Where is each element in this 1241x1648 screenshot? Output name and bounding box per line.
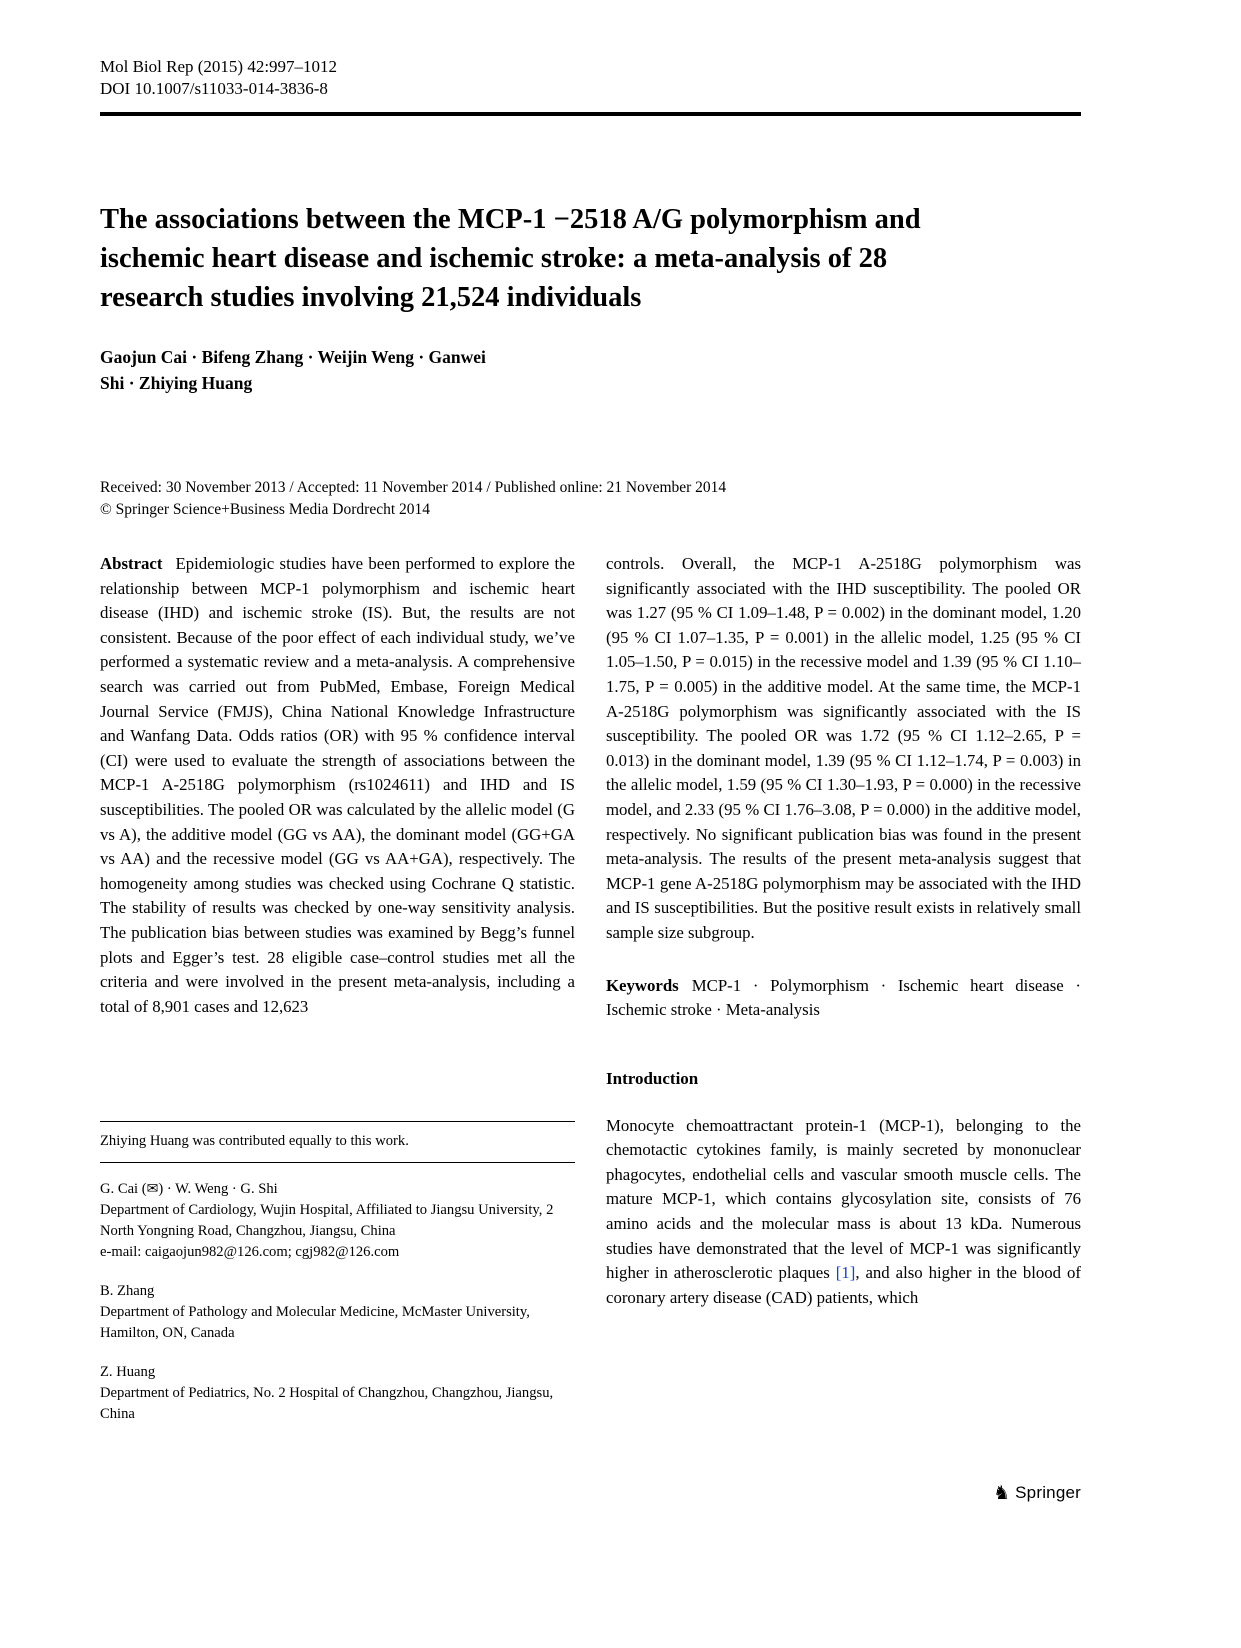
introduction-paragraph bbox=[606, 1114, 1081, 1311]
keywords-line bbox=[606, 974, 1081, 1023]
affiliation-1-email: e-mail: caigaojun982@126.com; cgj982@126.com bbox=[100, 1244, 400, 1260]
abstract-right: controls. Overall, the MCP-1 A-2518G polymorphism was significantly associated with the IHD susceptibility. The pooled OR was 1.27 (95 % CI 1.09–1.48, P = 0.002) in the dominant model, 1.20 (95 % CI 1.07–1.35, P = 0.001) in the allelic model, 1.25 (95 % CI 1.05–1.50, P = 0.015) in the recessive model and 1.39 (95 % CI 1.10–1.75, P = 0.005) in the additive model. At the same time, the MCP-1 A-2518G polymorphism was significantly associated with the IS susceptibility. The pooled OR was 1.72 (95 % CI 1.12–2.65, P = 0.013) in the dominant model, 1.39 (95 % CI 1.12–1.74, P = 0.003) in the allelic model, 1.59 (95 % CI 1.30–1.93, P = 0.000) in the recessive model, and 2.33 (95 % CI 1.76–3.08, P = 0.000) in the additive model, respectively. No significant publication bias was found in the present meta-analysis. The results of the present meta-analysis suggest that MCP-1 gene A-2518G polymorphism may be associated with the IHD and IS susceptibilities. But the positive result exists in relatively small sample size subgroup. bbox=[606, 554, 1081, 942]
affiliation-1-names-suffix: ) · W. Weng · G. Shi bbox=[158, 1181, 278, 1197]
journal-citation: Mol Biol Rep (2015) 42:997–1012 bbox=[100, 57, 338, 76]
received-accepted-line: Received: 30 November 2013 / Accepted: 11 November 2014 / Published online: 21 November 2014 bbox=[100, 479, 727, 496]
email-icon: ✉ bbox=[146, 1182, 159, 1197]
keywords-label: Keywords bbox=[606, 975, 679, 995]
affiliation-3-address: Department of Pediatrics, No. 2 Hospital of Changzhou, Changzhou, Jiangsu, China bbox=[100, 1385, 554, 1422]
article-title: The associations between the MCP-1 −2518 A/G polymorphism and ischemic heart disease and ischemic stroke: a meta-analysis of 28 research studies involving 21,524 individuals bbox=[100, 204, 921, 313]
abstract-left bbox=[100, 552, 575, 1019]
affiliation-1 bbox=[100, 1179, 575, 1263]
left-column bbox=[100, 552, 575, 1425]
affiliation-2-address: Department of Pathology and Molecular Medicine, McMaster University, Hamilton, ON, Canada bbox=[100, 1304, 530, 1341]
affiliation-2-names: B. Zhang bbox=[100, 1283, 155, 1299]
abstract-text-left: Epidemiologic studies have been performed to explore the relationship between MCP-1 polymorphism and ischemic heart disease (IHD) and ischemic stroke (IS). But, the results are not consistent. Because of the poor effect of each individual study, we’ve performed a systematic review and a meta-analysis. A comprehensive search was carried out from PubMed, Embase, Foreign Medical Journal Service (FMJS), China National Knowledge Infrastructure and Wanfang Data. Odds ratios (OR) with 95 % confidence interval (CI) were used to evaluate the strength of associations between the MCP-1 A-2518G polymorphism (rs1024611) and IHD and IS susceptibilities. The pooled OR was calculated by the allelic model (G vs A), the additive model (GG vs AA), the dominant model (GG+GA vs AA) and the recessive model (GG vs AA+GA), respectively. The homogeneity among studies was checked using Cochrane Q statistic. The stability of results was checked by one-way sensitivity analysis. The publication bias between studies was examined by Begg’s funnel plots and Egger’s test. 28 eligible case–control studies met all the criteria and were involved in the present meta-analysis, including a total of 8,901 cases and 12,623 bbox=[100, 554, 575, 1016]
affiliation-3 bbox=[100, 1362, 575, 1425]
journal-header bbox=[100, 56, 1081, 116]
affiliation-1-names bbox=[100, 1179, 575, 1200]
section-heading-introduction: Introduction bbox=[606, 1068, 699, 1088]
two-column-body bbox=[100, 552, 1081, 1425]
affiliation-3-names: Z. Huang bbox=[100, 1364, 156, 1380]
equal-contribution-note: Zhiying Huang was contributed equally to this work. bbox=[100, 1133, 409, 1149]
copyright-line: © Springer Science+Business Media Dordrecht 2014 bbox=[100, 500, 431, 518]
affiliation-2 bbox=[100, 1281, 575, 1344]
introduction-text-before-citation: Monocyte chemoattractant protein-1 (MCP-1), belonging to the chemotactic cytokines family, is mainly secreted by mononuclear phagocytes, endothelial cells and vascular smooth muscle cells. The mature MCP-1, which contains glycosylation site, consists of 76 amino acids and the molecular mass is about 13 kDa. Numerous studies have demonstrated that the level of MCP-1 was significantly higher in atherosclerotic plaques bbox=[606, 1115, 1081, 1283]
footnote-rule-bottom bbox=[100, 1162, 575, 1163]
affiliation-1-names-prefix: G. Cai ( bbox=[100, 1181, 147, 1197]
affiliation-1-address: Department of Cardiology, Wujin Hospital, Affiliated to Jiangsu University, 2 North Yongning Road, Changzhou, Jiangsu, China bbox=[100, 1202, 554, 1239]
springer-logo-icon: ♞ bbox=[993, 1482, 1011, 1504]
article-history bbox=[100, 477, 1081, 520]
publisher-footer bbox=[100, 1482, 1081, 1504]
abstract-label: Abstract bbox=[100, 554, 163, 573]
header-rule bbox=[100, 112, 1081, 116]
introduction-text-after-citation: , and also higher in the blood of coronary artery disease (CAD) patients, which bbox=[606, 1263, 1081, 1307]
springer-wordmark: Springer bbox=[1015, 1483, 1081, 1502]
right-column bbox=[606, 552, 1081, 1425]
doi-line: DOI 10.1007/s11033-014-3836-8 bbox=[100, 79, 328, 98]
keywords-text: MCP-1 · Polymorphism · Ischemic heart disease · Ischemic stroke · Meta-analysis bbox=[606, 975, 1081, 1020]
footnotes bbox=[100, 1121, 575, 1425]
citation-link-1[interactable]: [1] bbox=[835, 1263, 856, 1283]
author-list: Gaojun Cai · Bifeng Zhang · Weijin Weng · Ganwei Shi · Zhiying Huang bbox=[100, 347, 486, 393]
footnote-rule-top bbox=[100, 1121, 575, 1122]
